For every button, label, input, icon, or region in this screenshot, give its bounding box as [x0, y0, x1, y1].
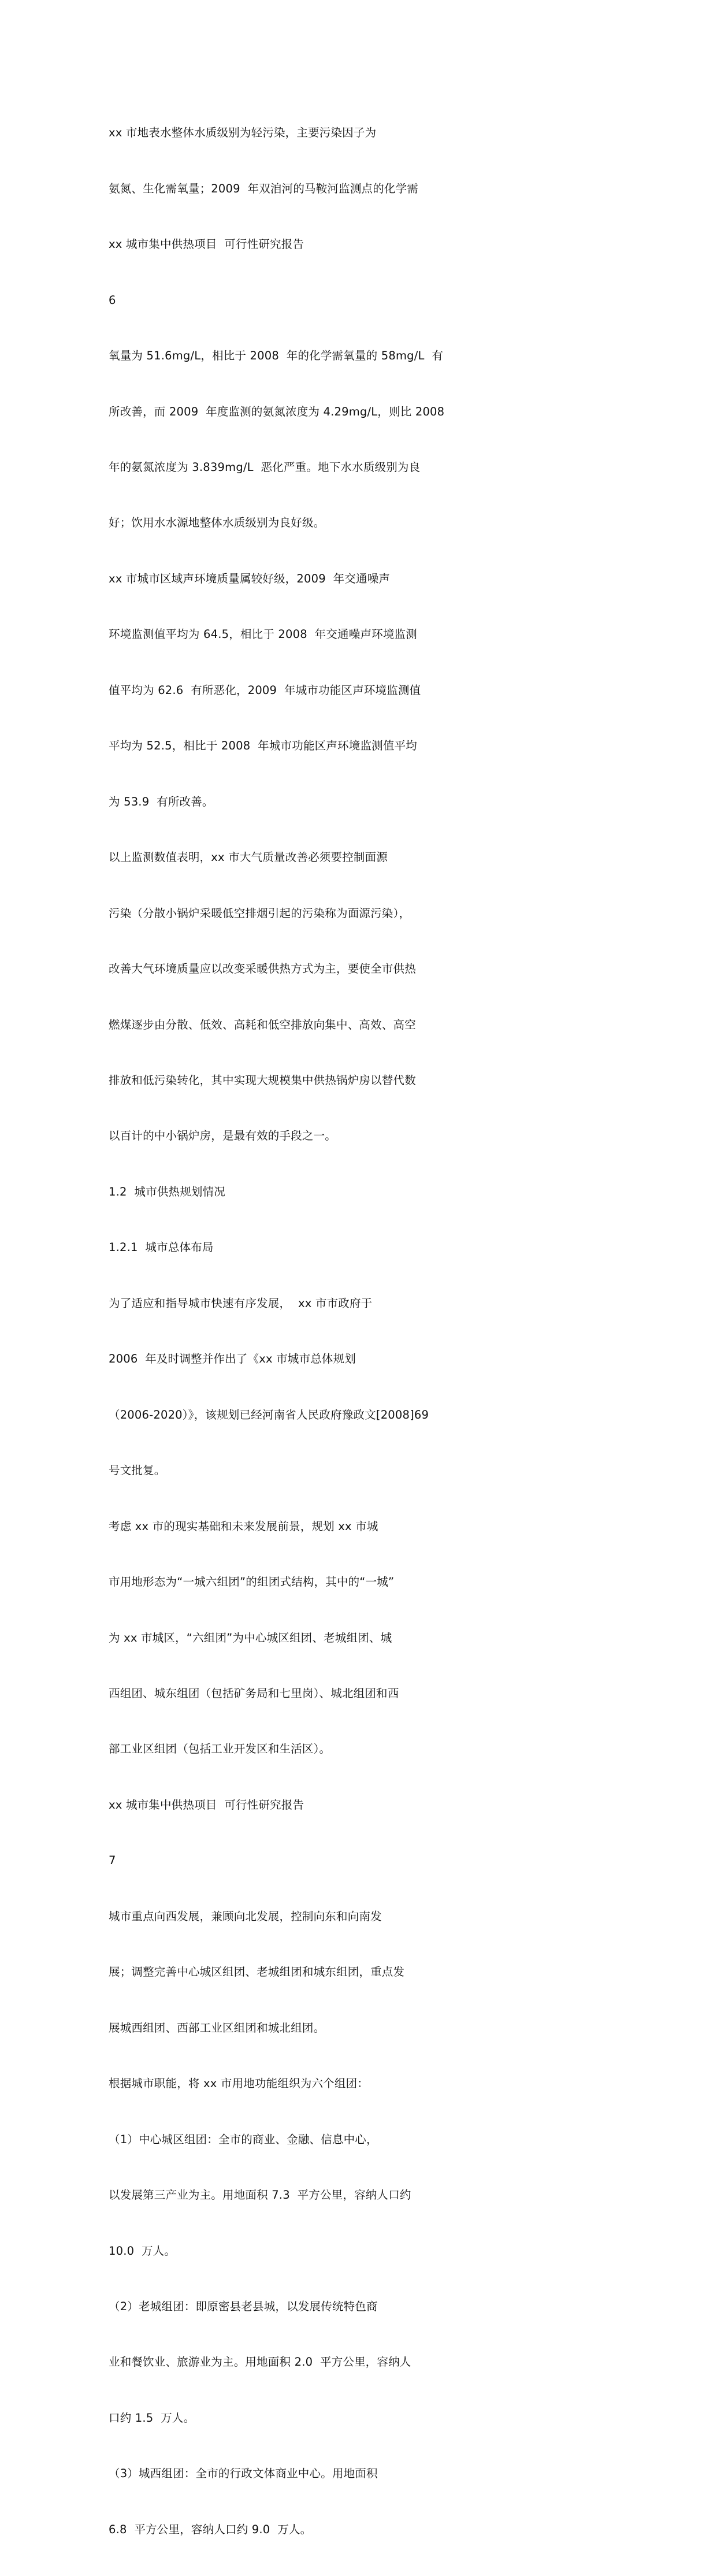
- text-line: 好；饮用水水源地整体水质级别为良好级。: [109, 516, 325, 530]
- text-line: 以上监测数值表明，xx 市大气质量改善必须要控制面源: [109, 851, 388, 864]
- text-line: 排放和低污染转化，其中实现大规模集中供热锅炉房以替代数: [109, 1074, 416, 1087]
- page-number: 7: [109, 1854, 116, 1868]
- text-line: 为 53.9 有所改善。: [109, 795, 214, 808]
- text-line: 部工业区组团（包括工业开发区和生活区）。: [109, 1742, 331, 1756]
- text-line: 市用地形态为“一城六组团”的组团式结构，其中的“一城”: [109, 1575, 395, 1589]
- running-header: xx 城市集中供热项目 可行性研究报告: [109, 237, 304, 251]
- text-line: 平均为 52.5，相比于 2008 年城市功能区声环境监测值平均: [109, 739, 417, 753]
- text-line: 城市重点向西发展，兼顾向北发展，控制向东和向南发: [109, 1909, 382, 1923]
- text-line: 展；调整完善中心城区组团、老城组团和城东组团，重点发: [109, 1965, 405, 1979]
- text-line: 根据城市职能，将 xx 市用地功能组织为六个组团：: [109, 2077, 369, 2091]
- text-line: （2）老城组团：即原密县老县城，以发展传统特色商: [109, 2299, 378, 2313]
- text-line: 10.0 万人。: [109, 2244, 176, 2258]
- text-line: 业和餐饮业、旅游业为主。用地面积 2.0 平方公里，容纳人: [109, 2355, 411, 2369]
- page-number: 6: [109, 293, 116, 307]
- text-line: 燃煤逐步由分散、低效、高耗和低空排放向集中、高效、高空: [109, 1018, 416, 1031]
- text-line: 考虑 xx 市的现实基础和未来发展前景，规划 xx 市城: [109, 1519, 378, 1533]
- text-line: 为了适应和指导城市快速有序发展， xx 市市政府于: [109, 1296, 373, 1310]
- text-line: （2006-2020）》，该规划已经河南省人民政府豫政文[2008]69: [109, 1408, 429, 1421]
- text-line: 2006 年及时调整并作出了《xx 市城市总体规划: [109, 1352, 356, 1366]
- text-line: 改善大气环境质量应以改变采暖供热方式为主，要使全市供热: [109, 962, 416, 976]
- text-line: 展城西组团、西部工业区组团和城北组团。: [109, 2021, 325, 2035]
- text-line: xx 市城市区域声环境质量属较好级，2009 年交通噪声: [109, 571, 391, 585]
- text-line: 值平均为 62.6 有所恶化，2009 年城市功能区声环境监测值: [109, 683, 421, 697]
- text-line: （1）中心城区组团：全市的商业、金融、信息中心，: [109, 2132, 378, 2146]
- text-line: 以百计的中小锅炉房，是最有效的手段之一。: [109, 1129, 337, 1143]
- text-line: 为 xx 市城区，“六组团”为中心城区组团、老城组团、城: [109, 1631, 392, 1645]
- text-line: 污染（分散小锅炉采暖低空排烟引起的污染称为面源污染），: [109, 906, 411, 920]
- text-line: 6.8 平方公里，容纳人口约 9.0 万人。: [109, 2522, 312, 2536]
- text-line: 环境监测值平均为 64.5，相比于 2008 年交通噪声环境监测: [109, 628, 417, 641]
- text-line: 年的氨氮浓度为 3.839mg/L 恶化严重。地下水水质级别为良: [109, 461, 421, 474]
- text-line: 所改善，而 2009 年度监测的氨氮浓度为 4.29mg/L，则比 2008: [109, 404, 445, 418]
- document-body: [109, 87, 478, 2576]
- text-line: （3）城西组团：全市的行政文体商业中心。用地面积: [109, 2467, 378, 2481]
- text-line: 口约 1.5 万人。: [109, 2411, 195, 2425]
- section-heading: 1.2 城市供热规划情况: [109, 1185, 226, 1198]
- text-line: 号文批复。: [109, 1464, 166, 1478]
- text-line: 氨氮、生化需氧量；2009 年双洎河的马鞍河监测点的化学需: [109, 181, 419, 195]
- running-header: xx 城市集中供热项目 可行性研究报告: [109, 1798, 304, 1812]
- text-line: 以发展第三产业为主。用地面积 7.3 平方公里，容纳人口约: [109, 2188, 411, 2202]
- text-line: xx 市地表水整体水质级别为轻污染，主要污染因子为: [109, 126, 377, 140]
- subsection-heading: 1.2.1 城市总体布局: [109, 1241, 214, 1254]
- text-line: 西组团、城东组团（包括矿务局和七里岗）、城北组团和西: [109, 1687, 399, 1700]
- text-line: 氧量为 51.6mg/L，相比于 2008 年的化学需氧量的 58mg/L 有: [109, 349, 444, 363]
